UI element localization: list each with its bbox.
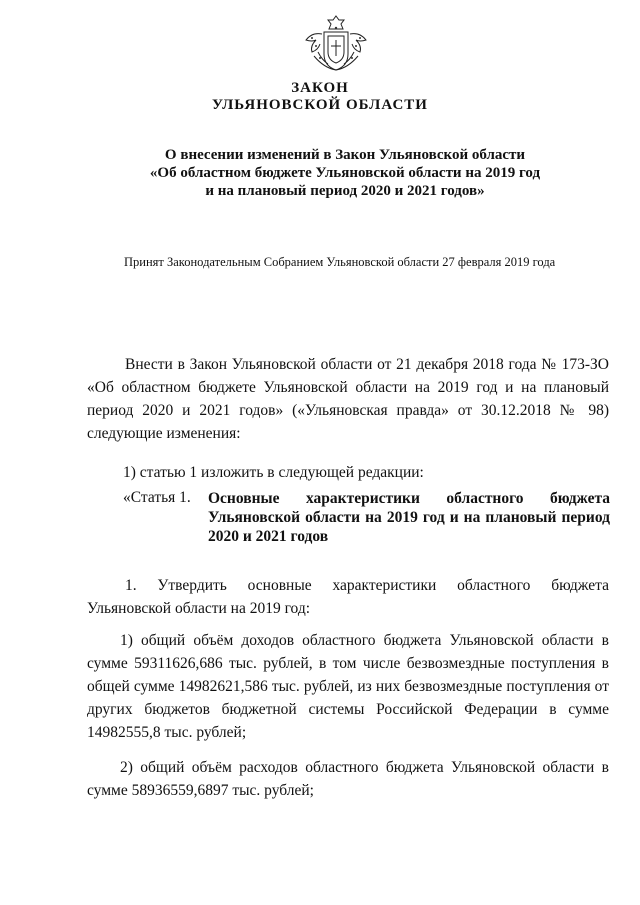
intro-text: Внести в Закон Ульяновской области от 21 декабря 2018 года № 173-ЗО «Об областном бюджете Ульяновской области на 2019 год и на плановый период 2020 и 2021 годов» («Ульяновская правда» от 30.12.2018 № 98) следующие изменения: — [87, 356, 609, 442]
adoption-note: Принят Законодательным Собранием Ульяновской области 27 февраля 2019 года — [124, 255, 556, 269]
subject-line: и на плановый период 2020 и 2021 годов» — [205, 183, 485, 199]
subject-line: О внесении изменений в Закон Ульяновской области — [164, 147, 526, 163]
law-title: ЗАКОН — [291, 80, 349, 96]
article-label: «Статья 1. — [123, 489, 191, 506]
item-1: 1) статью 1 изложить в следующей редакции: — [123, 464, 424, 481]
region-title: УЛЬЯНОВСКОЙ ОБЛАСТИ — [212, 97, 428, 113]
subpoint-1-text: 1) общий объём доходов областного бюджета Ульяновской области в сумме 59311626,686 тыс. рублей, в том числе безвозмездные поступления в общей сумме 14982621,586 тыс. рублей, из них безвозмездные поступления от других бюджетов бюджетной системы Российской Федерации в сумме 14982555,8 тыс. рублей; — [87, 632, 609, 741]
subpoint-2-text: 2) общий объём расходов областного бюджета Ульяновской области в сумме 58936559,6897 тыс. рублей; — [87, 759, 609, 799]
law-subject — [0, 146, 640, 200]
subpoint-1 — [87, 629, 609, 744]
point-1 — [87, 574, 609, 620]
point-1-text: 1. Утвердить основные характеристики областного бюджета Ульяновской области на 2019 год: — [87, 577, 609, 617]
coat-of-arms-emblem — [300, 12, 372, 76]
subject-line: «Об областном бюджете Ульяновской области на 2019 год — [149, 165, 541, 181]
subpoint-2 — [87, 756, 609, 802]
intro-paragraph — [87, 353, 609, 445]
article-title: Основные характеристики областного бюджета Ульяновской области на 2019 год и на плановый период 2020 и 2021 годов — [208, 490, 610, 545]
